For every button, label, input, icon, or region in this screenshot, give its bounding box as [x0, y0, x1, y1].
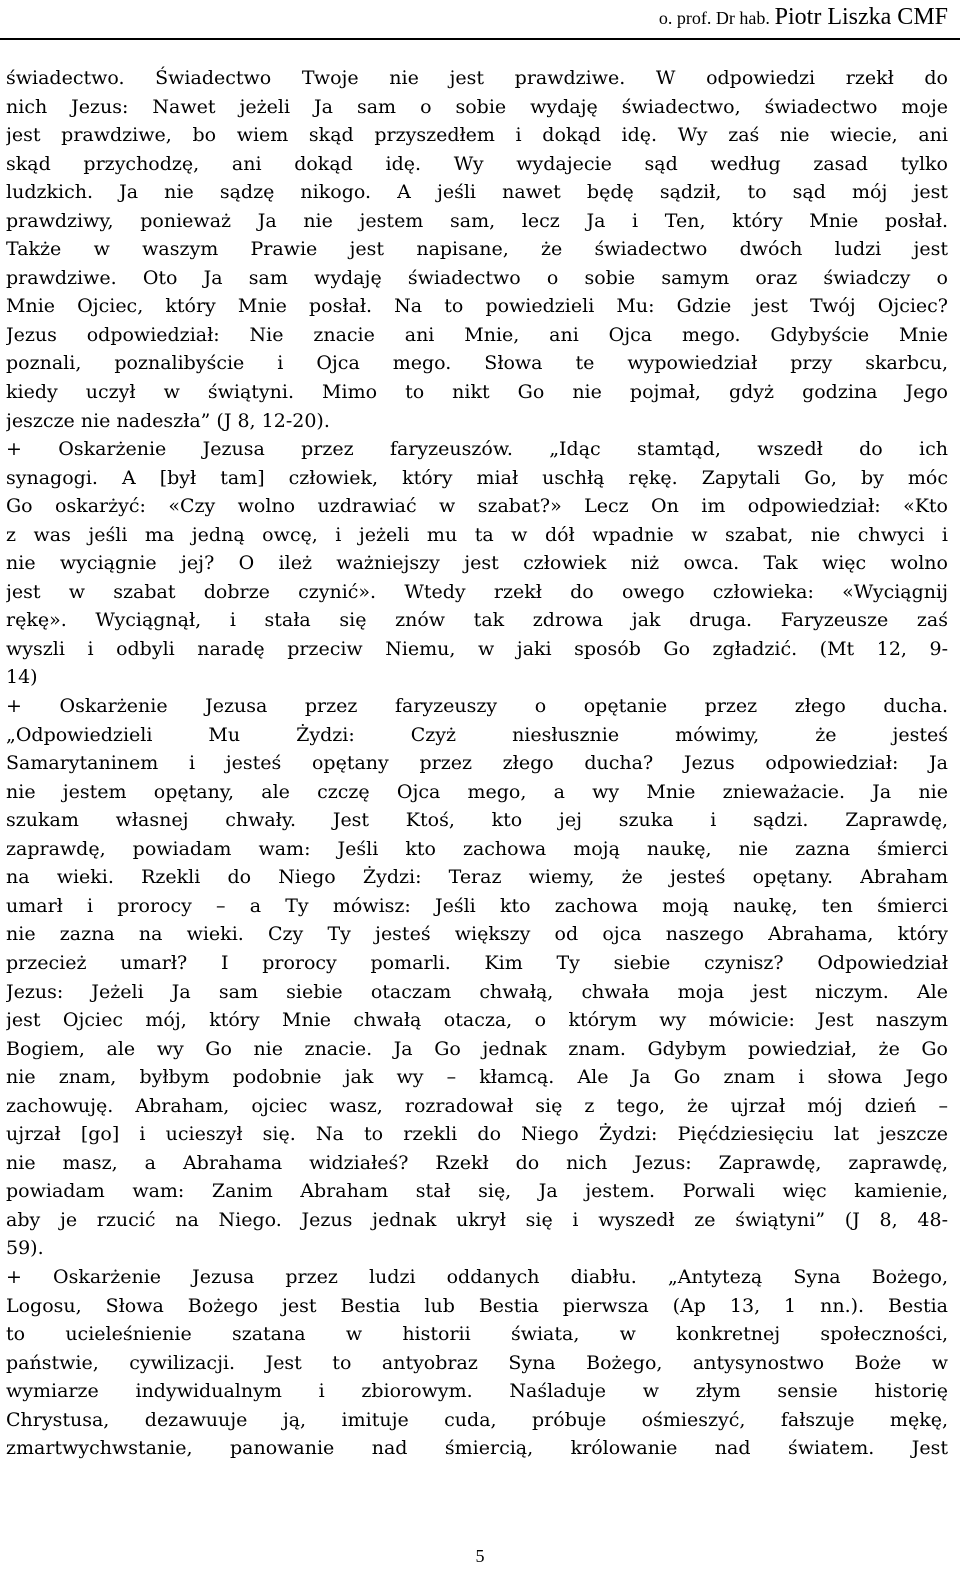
- text-line: skąd przychodzę, ani dokąd idę. Wy wydajecie sąd według zasad tylko: [6, 152, 948, 175]
- text-line: ludzkich. Ja nie sądzę nikogo. A jeśli nawet będę sądził, to sąd mój jest: [6, 181, 948, 204]
- text-line: jest prawdziwe, bo wiem skąd przyszedłem i dokąd idę. Wy zaś nie wiecie, ani: [6, 124, 948, 147]
- text-line: zachowuję. Abraham, ojciec wasz, rozradował się z tego, że ujrzał mój dzień –: [6, 1094, 948, 1117]
- text-line: wyszli i odbyli naradę przeciw Niemu, w jaki sposób Go zgładzić. (Mt 12, 9-: [6, 637, 948, 660]
- header-author-name: Piotr Liszka CMF: [774, 4, 948, 30]
- text-line: nie znam, byłbym podobnie jak wy – kłamcą. Ale Ja Go znam i słowa Jego: [6, 1066, 948, 1089]
- text-line: państwie, cywilizacji. Jest to antyobraz Syna Bożego, antysynostwo Boże w: [6, 1351, 948, 1374]
- text-line: Samarytaninem i jesteś opętany przez złego ducha? Jezus odpowiedział: Ja: [6, 752, 948, 775]
- text-line: to ucieleśnienie szatana w historii świata, w konkretnej społeczności,: [6, 1323, 948, 1346]
- text-line: zmartwychwstanie, panowanie nad śmiercią, królowanie nad światem. Jest: [6, 1437, 948, 1460]
- text-line: „Odpowiedzieli Mu Żydzi: Czyż niesłusznie mówimy, że jesteś: [6, 723, 948, 746]
- text-line: Także w waszym Prawie jest napisane, że świadectwo dwóch ludzi jest: [6, 238, 948, 261]
- text-line: kiedy uczył w świątyni. Mimo to nikt Go nie pojmał, gdyż godzina Jego: [6, 381, 948, 404]
- text-line: aby je rzucić na Niego. Jezus jednak ukrył się i wyszedł ze świątyni” (J 8, 48-: [6, 1208, 948, 1231]
- text-line: szukam własnej chwały. Jest Ktoś, kto jej szuka i sądzi. Zaprawdę,: [6, 809, 948, 832]
- body-text: [6, 64, 948, 1463]
- text-line: Chrystusa, dezawuuje ją, imituje cuda, próbuje ośmieszyć, fałszuje mękę,: [6, 1408, 948, 1431]
- text-line: nich Jezus: Nawet jeżeli Ja sam o sobie wydaję świadectwo, świadectwo moje: [6, 95, 948, 118]
- text-line: świadectwo. Świadectwo Twoje nie jest prawdziwe. W odpowiedzi rzekł do: [6, 67, 948, 89]
- text-line: jeszcze nie nadeszła” (J 8, 12-20).: [6, 409, 330, 432]
- text-line: nie zazna na wieki. Czy Ty jesteś większy od ojca naszego Abrahama, który: [6, 923, 948, 946]
- text-line: + Oskarżenie Jezusa przez faryzeuszy o opętanie przez złego ducha.: [6, 695, 948, 718]
- text-line: + Oskarżenie Jezusa przez faryzeuszów. „Idąc stamtąd, wszedł do ich: [6, 438, 948, 461]
- text-line: Jezus odpowiedział: Nie znacie ani Mnie, ani Ojca mego. Gdybyście Mnie: [6, 323, 948, 346]
- text-line: + Oskarżenie Jezusa przez ludzi oddanych diabłu. „Antytezą Syna Bożego,: [6, 1265, 948, 1288]
- text-line: Jezus: Jeżeli Ja sam siebie otaczam chwałą, chwała moja jest niczym. Ale: [6, 980, 948, 1003]
- text-line: Bogiem, ale wy Go nie znacie. Ja Go jednak znam. Gdybym powiedział, że Go: [6, 1037, 948, 1060]
- text-line: 14): [6, 666, 38, 689]
- text-line: jest w szabat dobrze czynić». Wtedy rzekł do owego człowieka: «Wyciągnij: [6, 580, 948, 603]
- text-line: prawdziwy, ponieważ Ja nie jestem sam, lecz Ja i Ten, który Mnie posłał.: [6, 209, 948, 232]
- text-line: Mnie Ojciec, który Mnie posłał. Na to powiedzieli Mu: Gdzie jest Twój Ojciec?: [6, 295, 948, 318]
- text-line: z was jeśli ma jedną owcę, i jeżeli mu ta w dół wpadnie w szabat, nie chwyci i: [6, 523, 948, 546]
- text-line: ujrzał [go] i ucieszył się. Na to rzekli do Niego Żydzi: Pięćdziesięciu lat jeszcze: [6, 1123, 948, 1146]
- page-number: 5: [475, 1546, 485, 1566]
- text-line: nie masz, a Abrahama widziałeś? Rzekł do nich Jezus: Zaprawdę, zaprawdę,: [6, 1151, 948, 1174]
- text-line: zaprawdę, powiadam wam: Jeśli kto zachowa moją naukę, nie zazna śmierci: [6, 837, 948, 860]
- text-line: powiadam wam: Zanim Abraham stał się, Ja jestem. Porwali więc kamienie,: [6, 1180, 948, 1203]
- header-academic-title: o. prof. Dr hab.: [658, 8, 770, 28]
- text-line: rękę». Wyciągnął, i stała się znów tak zdrowa jak druga. Faryzeusze zaś: [6, 609, 948, 632]
- text-line: wymiarze indywidualnym i zbiorowym. Naśladuje w złym sensie historię: [6, 1380, 948, 1403]
- text-line: nie wyciągnie jej? O ileż ważniejszy jest człowiek niż owca. Tak więc wolno: [6, 552, 948, 575]
- text-line: 59).: [6, 1237, 44, 1260]
- text-line: Go oskarżyć: «Czy wolno uzdrawiać w szabat?» Lecz On im odpowiedział: «Kto: [6, 495, 948, 518]
- text-line: poznali, poznalibyście i Ojca mego. Słowa te wypowiedział przy skarbcu,: [6, 352, 948, 375]
- text-line: jest Ojciec mój, który Mnie chwałą otacza, o którym wy mówicie: Jest naszym: [6, 1009, 948, 1032]
- running-header: [659, 4, 948, 31]
- text-line: prawdziwe. Oto Ja sam wydaję świadectwo o sobie samym oraz świadczy o: [6, 266, 948, 289]
- text-line: przecież umarł? I prorocy pomarli. Kim Ty siebie czynisz? Odpowiedział: [6, 951, 948, 974]
- text-line: nie jestem opętany, ale czczę Ojca mego, a wy Mnie znieważacie. Ja nie: [6, 780, 948, 803]
- text-line: Logosu, Słowa Bożego jest Bestia lub Bestia pierwsza (Ap 13, 1 nn.). Bestia: [6, 1294, 948, 1317]
- header-rule: [0, 38, 960, 40]
- text-line: umarł i prorocy – a Ty mówisz: Jeśli kto zachowa moją naukę, ten śmierci: [6, 894, 948, 917]
- text-line: synagogi. A [był tam] człowiek, który miał uschłą rękę. Zapytali Go, by móc: [6, 466, 948, 489]
- text-line: na wieki. Rzekli do Niego Żydzi: Teraz wiemy, że jesteś opętany. Abraham: [6, 866, 948, 889]
